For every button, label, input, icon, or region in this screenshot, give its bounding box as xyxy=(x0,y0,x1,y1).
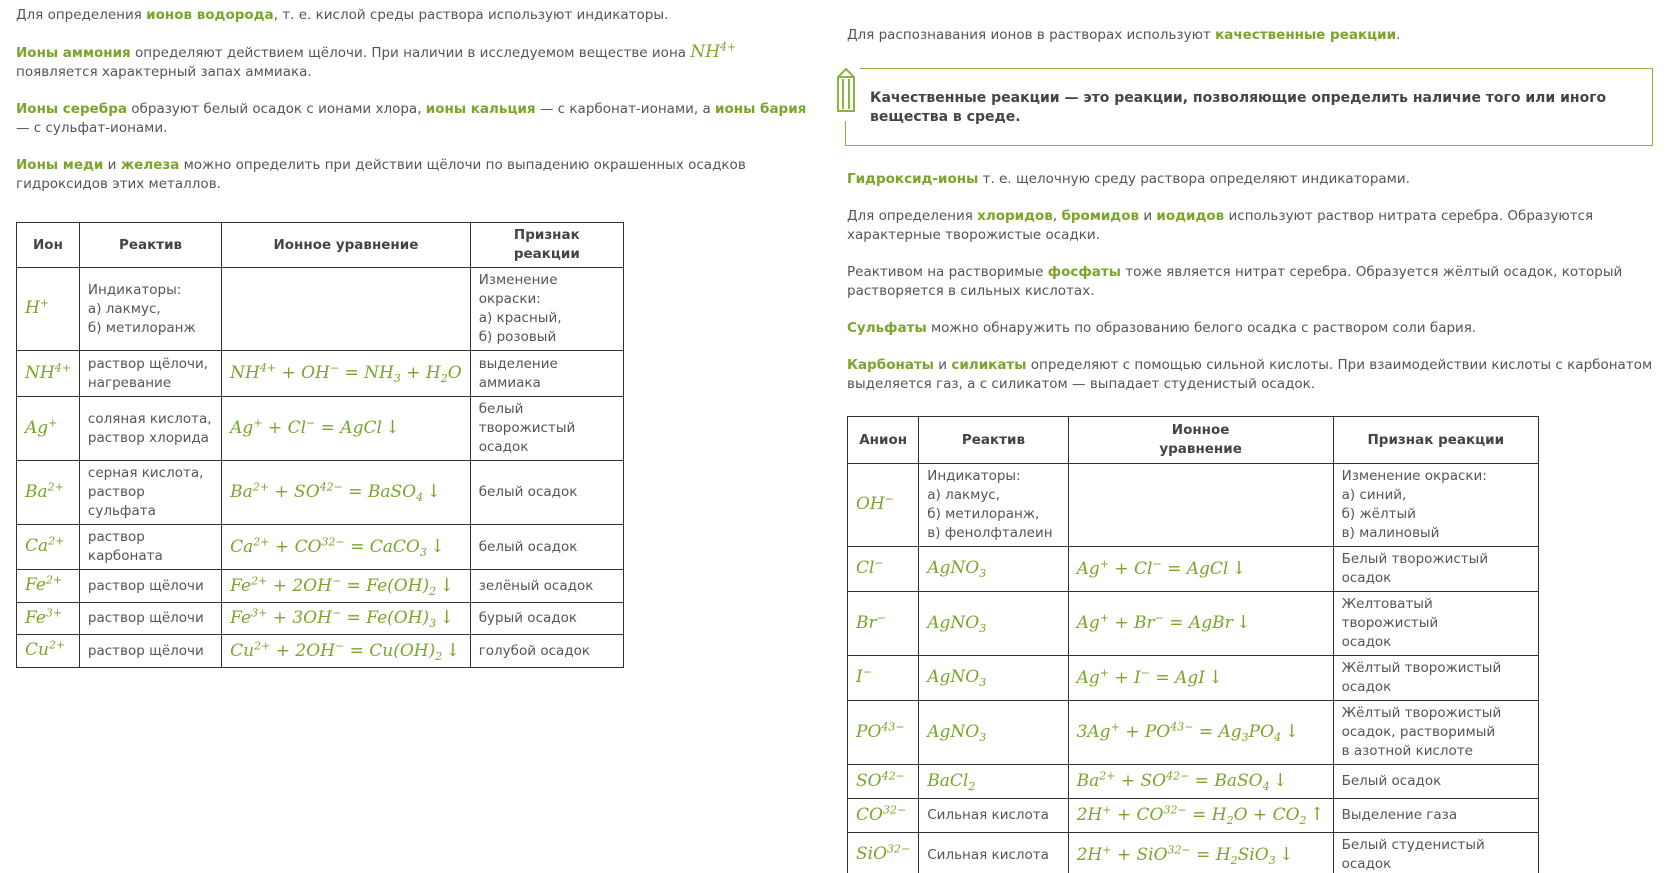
sign-cell: Изменение окраски: а) синий, б) жёлтый в) малиновый xyxy=(1333,464,1538,547)
ion-cell: $PO^{43-}$ xyxy=(848,701,919,765)
equation-cell: $2H^+ + SiO^{32-} = H_2SiO_3$ ↓ xyxy=(1068,833,1333,873)
formula-nh4: $NH^{4+}$ xyxy=(690,40,737,62)
text: и xyxy=(1139,208,1157,224)
equation-cell: $Fe^{3+} + 3OH^- = Fe(OH)_3$ ↓ xyxy=(222,603,471,635)
text: можно обнаружить по образованию белого осадка с раствором соли бария. xyxy=(926,320,1477,336)
anion-table xyxy=(847,416,1539,873)
highlight-link[interactable]: железа xyxy=(120,157,180,173)
ion-cell: $Fe^{2+}$ xyxy=(17,570,80,603)
equation-cell: $Ca^{2+} + CO^{32-}$ = CaCO$_3$ ↓ xyxy=(222,525,471,570)
reagent-cell: AgNO$_3$ xyxy=(919,701,1068,765)
text: — с сульфат-ионами. xyxy=(16,120,168,136)
ion-cell: $NH^{4+}$ xyxy=(17,351,80,397)
text: можно определить при действии щёлочи по выпадению окрашенных осадков гидроксидов этих металлов. xyxy=(16,157,746,192)
table-row xyxy=(848,464,1539,547)
table-row xyxy=(17,397,624,461)
highlight-link[interactable]: Ионы аммония xyxy=(16,45,131,61)
text: Для определения xyxy=(847,208,978,224)
highlight-link[interactable]: Ионы серебра xyxy=(16,101,127,117)
equation-cell xyxy=(222,268,471,351)
sign-cell: Изменение окраски: а) красный, б) розовый xyxy=(470,268,623,351)
text: Для распознавания ионов в растворах используют xyxy=(847,27,1216,43)
table-row xyxy=(17,635,624,668)
table-row xyxy=(17,525,624,570)
right-paragraph-1 xyxy=(847,26,1657,45)
col-header: Реактив xyxy=(919,417,1068,464)
text: тоже является нитрат серебра. Образуется жёлтый осадок, который растворяется в сильных кислотах. xyxy=(847,264,1623,299)
reagent-cell: соляная кислота, раствор хлорида xyxy=(79,397,221,461)
col-header: Ионное уравнение xyxy=(222,223,471,268)
text: используют раствор нитрата серебра. Образуются характерные творожистые осадки. xyxy=(847,208,1594,243)
equation-cell xyxy=(1068,464,1333,547)
pencil-icon xyxy=(832,65,860,121)
equation-cell: $NH^{4+} + OH^- = NH_3 + H_2O$ xyxy=(222,351,471,397)
sign-cell: Желтоватый творожистый осадок xyxy=(1333,592,1538,656)
ion-cell: $Fe^{3+}$ xyxy=(17,603,80,635)
highlight-link[interactable]: бромидов xyxy=(1061,208,1140,224)
reagent-cell: Индикаторы: а) лакмус, б) метилоранж, в) фенолфталеин xyxy=(919,464,1068,547)
text: образуют белый осадок с ионами хлора, xyxy=(127,101,426,117)
sign-cell: Жёлтый творожистый осадок, растворимый в азотной кислоте xyxy=(1333,701,1538,765)
reagent-cell: Индикаторы: а) лакмус, б) метилоранж xyxy=(79,268,221,351)
highlight-link[interactable]: хлоридов xyxy=(977,208,1053,224)
left-paragraph-2 xyxy=(16,40,816,82)
right-paragraph-2 xyxy=(847,170,1657,189)
highlight-link[interactable]: Карбонаты xyxy=(847,357,934,373)
col-header: Признак реакции xyxy=(1333,417,1538,464)
right-column xyxy=(847,6,1657,45)
left-paragraph-1 xyxy=(16,6,816,25)
reagent-cell: раствор карбоната xyxy=(79,525,221,570)
reagent-cell: AgNO$_3$ xyxy=(919,656,1068,701)
col-header: Реактив xyxy=(79,223,221,268)
right-paragraph-6 xyxy=(847,356,1657,394)
equation-cell: $Cu^{2+} + 2OH^- = Cu(OH)_2$ ↓ xyxy=(222,635,471,668)
ion-cell: Br− xyxy=(848,592,919,656)
reagent-cell: раствор щёлочи xyxy=(79,570,221,603)
right-paragraph-4 xyxy=(847,263,1657,301)
ion-cell: OH− xyxy=(848,464,919,547)
ion-cell: H+ xyxy=(17,268,80,351)
text: — с карбонат-ионами, а xyxy=(535,101,716,117)
reagent-cell: раствор щёлочи, нагревание xyxy=(79,351,221,397)
highlight-link[interactable]: иодидов xyxy=(1156,208,1225,224)
text: т. е. щелочную среду раствора определяют индикаторами. xyxy=(978,171,1410,187)
col-header: Ионное уравнение xyxy=(1068,417,1333,464)
equation-cell: Ag+ + I− = AgI ↓ xyxy=(1068,656,1333,701)
table-row xyxy=(848,701,1539,765)
right-paragraph-5 xyxy=(847,319,1657,338)
sign-cell: Белый осадок xyxy=(1333,765,1538,799)
sign-cell: белый творожистый осадок xyxy=(470,397,623,461)
text: и xyxy=(103,157,121,173)
left-paragraph-3 xyxy=(16,100,816,138)
table-row xyxy=(848,656,1539,701)
text: , т. е. кислой среды раствора используют индикаторы. xyxy=(273,7,669,23)
highlight-link[interactable]: Гидроксид-ионы xyxy=(847,171,979,187)
right-paragraph-3 xyxy=(847,207,1657,245)
ion-cell: Ag+ xyxy=(17,397,80,461)
reagent-cell: AgNO$_3$ xyxy=(919,592,1068,656)
table-row xyxy=(17,570,624,603)
col-header: Ион xyxy=(17,223,80,268)
text: появляется характерный запах аммиака. xyxy=(16,64,312,80)
highlight-link[interactable]: ионы кальция xyxy=(425,101,536,117)
reagent-cell: BaCl$_2$ xyxy=(919,765,1068,799)
left-paragraph-4 xyxy=(16,156,816,194)
text: и xyxy=(933,357,952,373)
reagent-cell: раствор щёлочи xyxy=(79,635,221,668)
reagent-cell: AgNO$_3$ xyxy=(919,547,1068,592)
table-header-row xyxy=(17,223,624,268)
equation-cell: $Ba^{2+} + SO^{42-}$ = BaSO$_4$ ↓ xyxy=(222,461,471,525)
table-row xyxy=(848,765,1539,799)
col-header: Признак реакции xyxy=(470,223,623,268)
highlight-link[interactable]: Ионы меди xyxy=(16,157,104,173)
cation-table xyxy=(16,222,624,668)
table-row xyxy=(848,833,1539,873)
ion-cell: I− xyxy=(848,656,919,701)
highlight-link[interactable]: ионов водорода xyxy=(146,7,274,23)
sign-cell: голубой осадок xyxy=(470,635,623,668)
equation-cell: Ag+ + Br− = AgBr ↓ xyxy=(1068,592,1333,656)
text: , xyxy=(1052,208,1062,224)
ion-cell: $CO^{32-}$ xyxy=(848,799,919,833)
text: Реактивом на растворимые xyxy=(847,264,1048,280)
equation-cell: $3Ag^+ + PO^{43-} = Ag_3PO_4$ ↓ xyxy=(1068,701,1333,765)
sign-cell: бурый осадок xyxy=(470,603,623,635)
highlight-link[interactable]: качественные реакции xyxy=(1215,27,1397,43)
col-header: Анион xyxy=(848,417,919,464)
table-row xyxy=(848,547,1539,592)
equation-cell: $2H^+ + CO^{32-} = H_2O + CO_2$ ↑ xyxy=(1068,799,1333,833)
table-row xyxy=(17,461,624,525)
highlight-link[interactable]: фосфаты xyxy=(1047,264,1121,280)
highlight-link[interactable]: силикаты xyxy=(951,357,1027,373)
ion-cell: SiO$^{32-}$ xyxy=(848,833,919,873)
table-header-row xyxy=(848,417,1539,464)
table-row xyxy=(17,603,624,635)
equation-cell: Ag+ + Cl− = AgCl ↓ xyxy=(1068,547,1333,592)
sign-cell: Белый творожистый осадок xyxy=(1333,547,1538,592)
text: определяют с помощью сильной кислоты. При взаимодействии кислоты с карбонатом выделяется газ, а с силикатом — выпадает студенистый осадок. xyxy=(847,357,1653,392)
right-text-block xyxy=(847,170,1657,412)
equation-cell: $Ba^{2+} + SO^{42-}$ = BaSO$_4$ ↓ xyxy=(1068,765,1333,799)
equation-cell: $Fe^{2+} + 2OH^- = Fe(OH)_2$ ↓ xyxy=(222,570,471,603)
text: . xyxy=(1396,27,1401,43)
text: Для определения xyxy=(16,7,147,23)
sign-cell: Жёлтый творожистый осадок xyxy=(1333,656,1538,701)
ion-cell: $Cu^{2+}$ xyxy=(17,635,80,668)
reagent-cell: серная кислота, раствор сульфата xyxy=(79,461,221,525)
ion-cell: $Ba^{2+}$ xyxy=(17,461,80,525)
reagent-cell: раствор щёлочи xyxy=(79,603,221,635)
sign-cell: Белый студенистый осадок xyxy=(1333,833,1538,873)
ion-cell: Cl− xyxy=(848,547,919,592)
sign-cell: выделение аммиака xyxy=(470,351,623,397)
definition-box xyxy=(845,68,1653,146)
table-row xyxy=(848,592,1539,656)
text: определяют действием щёлочи. При наличии в исследуемом веществе иона xyxy=(130,45,691,61)
sign-cell: Выделение газа xyxy=(1333,799,1538,833)
highlight-link[interactable]: ионы бария xyxy=(715,101,807,117)
sign-cell: зелёный осадок xyxy=(470,570,623,603)
definition-text: Качественные реакции — это реакции, позволяющие определить наличие того или иного вещества в среде. xyxy=(870,90,1607,125)
highlight-link[interactable]: Сульфаты xyxy=(847,320,927,336)
ion-cell: $SO^{42-}$ xyxy=(848,765,919,799)
sign-cell: белый осадок xyxy=(470,461,623,525)
reagent-cell: Сильная кислота xyxy=(919,833,1068,873)
table-row xyxy=(17,268,624,351)
equation-cell: Ag+ + Cl− = AgCl ↓ xyxy=(222,397,471,461)
sign-cell: белый осадок xyxy=(470,525,623,570)
table-row xyxy=(848,799,1539,833)
left-column xyxy=(16,6,816,212)
reagent-cell: Сильная кислота xyxy=(919,799,1068,833)
table-row xyxy=(17,351,624,397)
ion-cell: $Ca^{2+}$ xyxy=(17,525,80,570)
